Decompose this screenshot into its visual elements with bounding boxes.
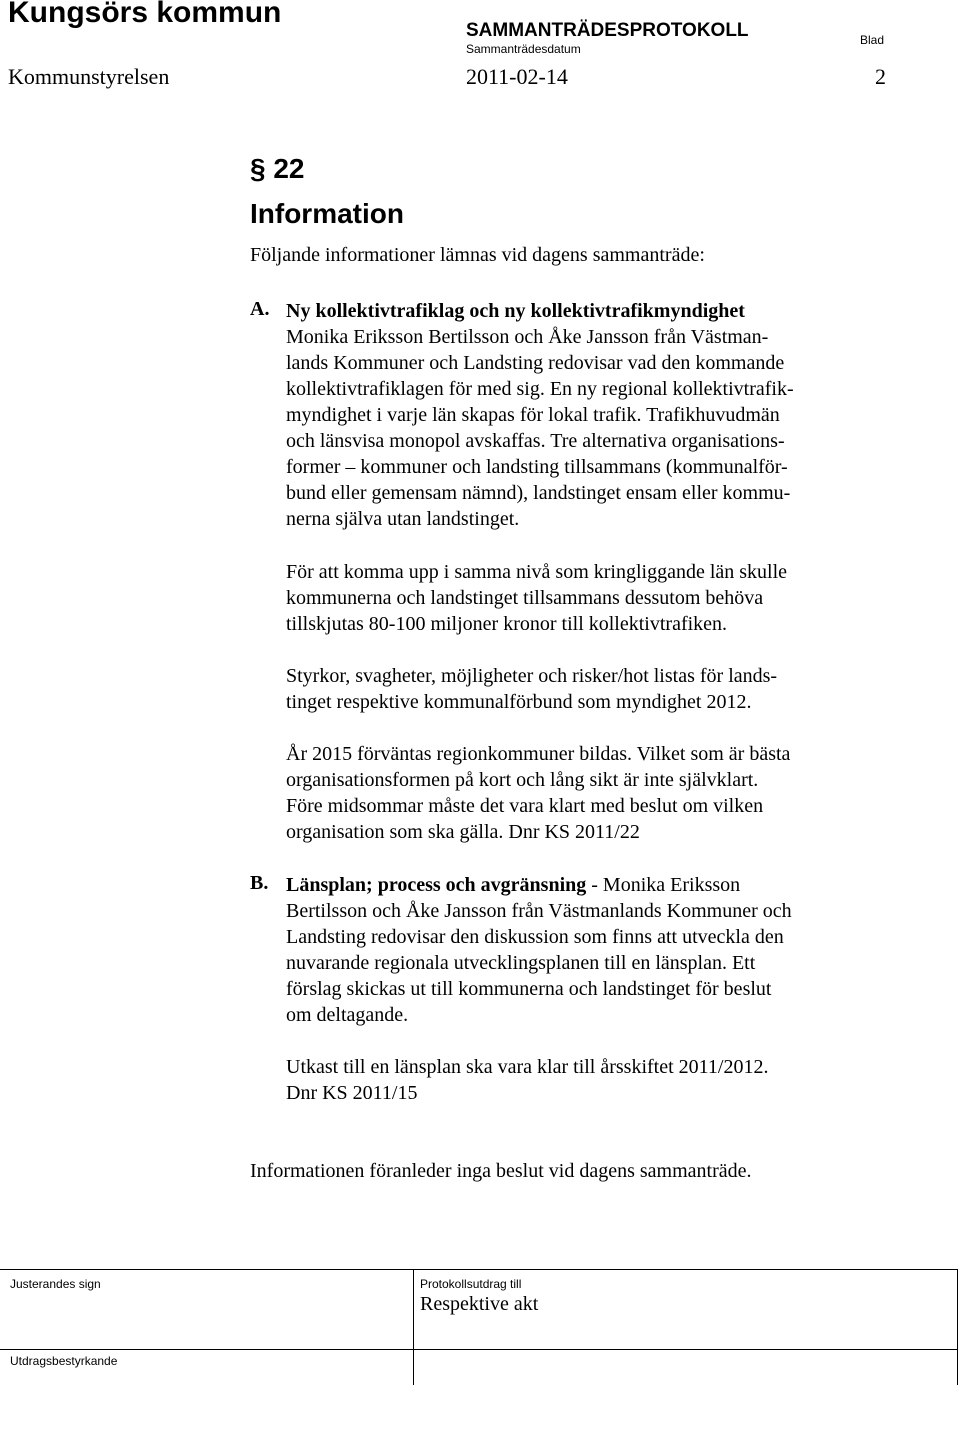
page-label: Blad <box>860 33 885 47</box>
text-line: För att komma upp i samma nivå som kringliggande län skulle <box>286 561 788 583</box>
item-b-paragraph-1 <box>286 872 792 1028</box>
text-line: Utkast till en länsplan ska vara klar till årsskiftet 2011/2012. <box>286 1056 769 1078</box>
text-line: Monika Eriksson Bertilsson och Åke Jansson från Västman- <box>286 326 769 348</box>
table-divider <box>0 1349 958 1350</box>
text-line: Före midsommar måste det vara klart med beslut om vilken <box>286 795 764 817</box>
text-line: Bertilsson och Åke Jansson från Västmanlands Kommuner och <box>286 900 792 922</box>
item-b-paragraph-2 <box>286 1054 769 1106</box>
item-a-paragraph-3 <box>286 663 777 715</box>
extract-label: Protokollsutdrag till <box>420 1277 522 1291</box>
item-b-heading-rest: - Monika Eriksson <box>586 874 741 896</box>
item-a-paragraph-2 <box>286 559 787 637</box>
text-line: Styrkor, svagheter, möjligheter och risker/hot listas för lands- <box>286 665 778 687</box>
certifier-label: Utdragsbestyrkande <box>10 1354 118 1368</box>
date-label: Sammanträdesdatum <box>466 42 581 56</box>
text-line: förslag skickas ut till kommunerna och landstinget för beslut <box>286 978 772 1000</box>
municipality-name: Kungsörs kommun <box>8 0 282 29</box>
text-line: Dnr KS 2011/15 <box>286 1082 418 1104</box>
section-intro: Följande informationer lämnas vid dagens sammanträde: <box>250 244 705 266</box>
item-b-marker: B. <box>250 872 269 894</box>
text-line: myndighet i varje län skapas för lokal trafik. Trafikhuvudmän <box>286 404 780 426</box>
document-type: SAMMANTRÄDESPROTOKOLL <box>466 20 749 41</box>
meeting-date: 2011-02-14 <box>466 64 568 89</box>
text-line: lands Kommuner och Landsting redovisar vad den kommande <box>286 352 785 374</box>
text-line: kollektivtrafiklagen för med sig. En ny regional kollektivtrafik- <box>286 378 794 400</box>
text-line: bund eller gemensam nämnd), landstinget ensam eller kommu- <box>286 482 791 504</box>
extract-value: Respektive akt <box>420 1293 539 1315</box>
section-title: Information <box>250 198 404 229</box>
text-line: nuvarande regionala utvecklingsplanen till en länsplan. Ett <box>286 952 756 974</box>
item-a-marker: A. <box>250 298 270 320</box>
item-a-heading: Ny kollektivtrafiklag och ny kollektivtrafikmyndighet <box>286 300 745 322</box>
item-a-paragraph-4 <box>286 741 790 845</box>
text-line <box>286 872 792 898</box>
text-line: om deltagande. <box>286 1004 409 1026</box>
conclusion: Informationen föranleder inga beslut vid dagens sammanträde. <box>250 1160 752 1182</box>
committee-name: Kommunstyrelsen <box>8 64 170 89</box>
text-line: Landsting redovisar den diskussion som finns att utveckla den <box>286 926 784 948</box>
page-number: 2 <box>875 64 886 89</box>
table-divider <box>413 1269 414 1385</box>
text-line: nerna själva utan landstinget. <box>286 508 520 530</box>
paragraph-number: § 22 <box>250 153 305 184</box>
item-a-paragraph-1 <box>286 298 794 532</box>
table-border <box>957 1269 958 1385</box>
text-line: organisationsformen på kort och lång sikt är inte självklart. <box>286 769 759 791</box>
text-line: former – kommuner och landsting tillsammans (kommunalför- <box>286 456 788 478</box>
text-line: tinget respektive kommunalförbund som myndighet 2012. <box>286 691 752 713</box>
text-line: och länsvisa monopol avskaffas. Tre alternativa organisations- <box>286 430 785 452</box>
text-line: tillskjutas 80-100 miljoner kronor till kollektivtrafiken. <box>286 613 728 635</box>
text-line: År 2015 förväntas regionkommuner bildas. Vilket som är bästa <box>286 743 791 765</box>
text-line: kommunerna och landstinget tillsammans dessutom behöva <box>286 587 764 609</box>
adjuster-sign-label: Justerandes sign <box>10 1277 101 1291</box>
item-b-heading: Länsplan; process och avgränsning <box>286 874 587 896</box>
text-line: organisation som ska gälla. Dnr KS 2011/22 <box>286 821 640 843</box>
